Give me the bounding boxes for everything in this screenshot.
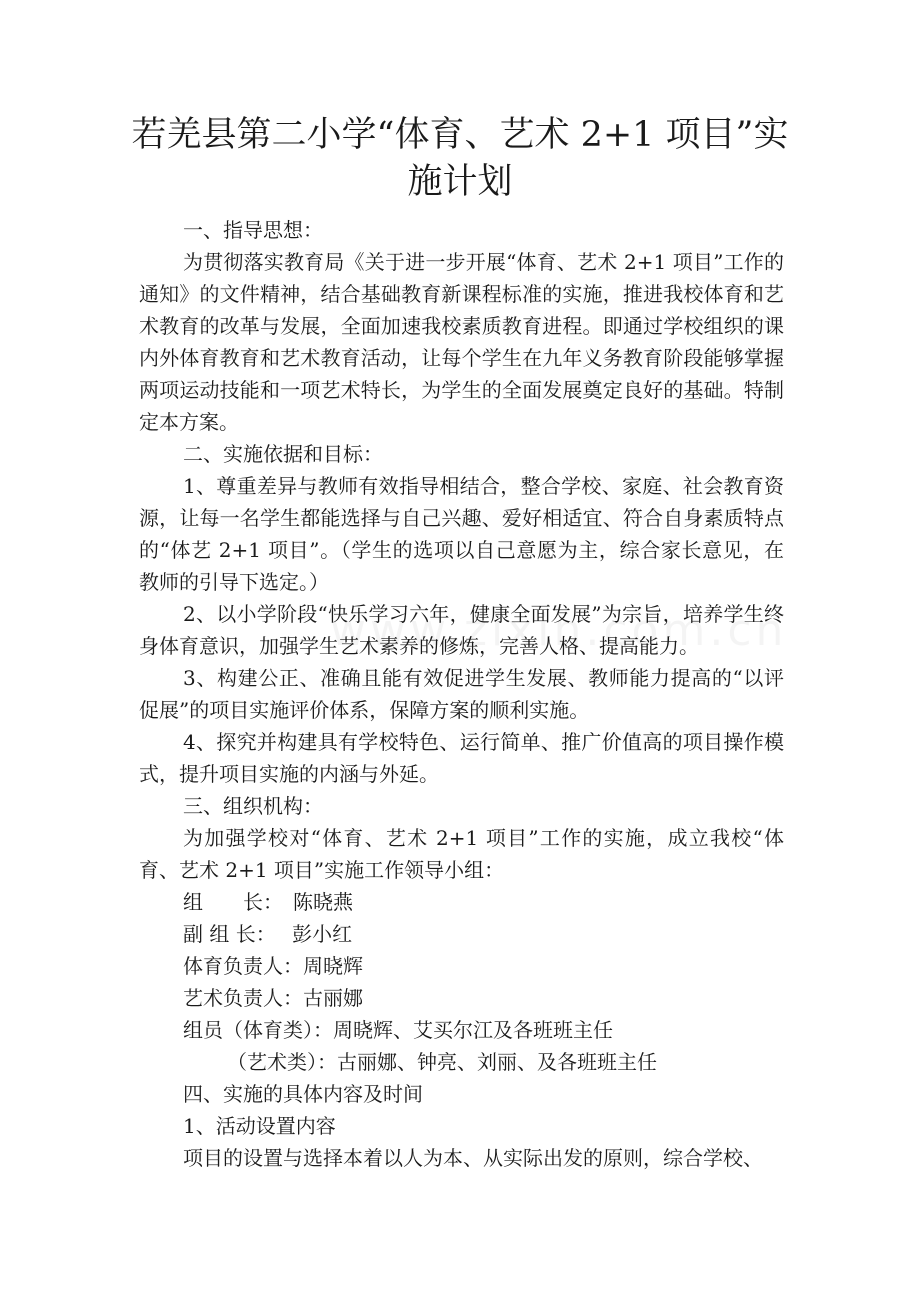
org-member-line: 组 长： 陈晓燕	[183, 890, 353, 914]
paragraph: 为贯彻落实教育局《关于进一步开展“体育、艺术 2+1 项目”工作的通知》的文件精神，结合基础教育新课程标准的实施，推进我校体育和艺术教育的改革与发展，全面加速我校素质教育进程。即通过学校组织的课内外体育教育和艺术教育活动，让每个学生在九年义务教育阶段能够掌握两项运动技能和一项艺术特长，为学生的全面发展奠定良好的基础。特制定本方案。	[139, 250, 784, 434]
subsection-heading: 1、活动设置内容	[183, 1114, 336, 1138]
org-member-line: 副 组 长： 彭小红	[183, 922, 353, 946]
org-member-line: （艺术类）：古丽娜、钟亮、刘丽、及各班班主任	[227, 1050, 657, 1074]
paragraph: 2、以小学阶段“快乐学习六年，健康全面发展”为宗旨，培养学生终身体育意识，加强学生艺术素养的修炼，完善人格、提高能力。	[139, 602, 784, 658]
section-heading: 一、指导思想：	[183, 218, 323, 242]
paragraph: 1、尊重差异与教师有效指导相结合，整合学校、家庭、社会教育资源，让每一名学生都能选择与自己兴趣、爱好相适宜、符合自身素质特点的“体艺 2+1 项目”。（学生的选项以自己意愿为主，综合家长意见，在教师的引导下选定。）	[139, 474, 784, 594]
document-title: 若羌县第二小学“体育、艺术 2+1 项目”实施计划	[131, 115, 789, 202]
paragraph: 为加强学校对“体育、艺术 2+1 项目”工作的实施，成立我校“体育、艺术 2+1 项目”实施工作领导小组：	[139, 826, 784, 882]
document-body	[139, 214, 784, 1174]
section-heading: 二、实施依据和目标：	[183, 442, 383, 466]
section-heading: 三、组织机构：	[183, 794, 323, 818]
paragraph: 3、构建公正、准确且能有效促进学生发展、教师能力提高的“以评促展”的项目实施评价体系，保障方案的顺利实施。	[139, 666, 784, 722]
paragraph: 项目的设置与选择本着以人为本、从实际出发的原则，综合学校、	[183, 1146, 763, 1170]
org-member-line: 体育负责人：周晓辉	[183, 954, 363, 978]
section-heading: 四、实施的具体内容及时间	[183, 1082, 423, 1106]
paragraph: 4、探究并构建具有学校特色、运行简单、推广价值高的项目操作模式，提升项目实施的内涵与外延。	[139, 730, 784, 786]
org-member-line: 组员（体育类）：周晓辉、艾买尔江及各班班主任	[183, 1018, 613, 1042]
org-member-line: 艺术负责人：古丽娜	[183, 986, 363, 1010]
